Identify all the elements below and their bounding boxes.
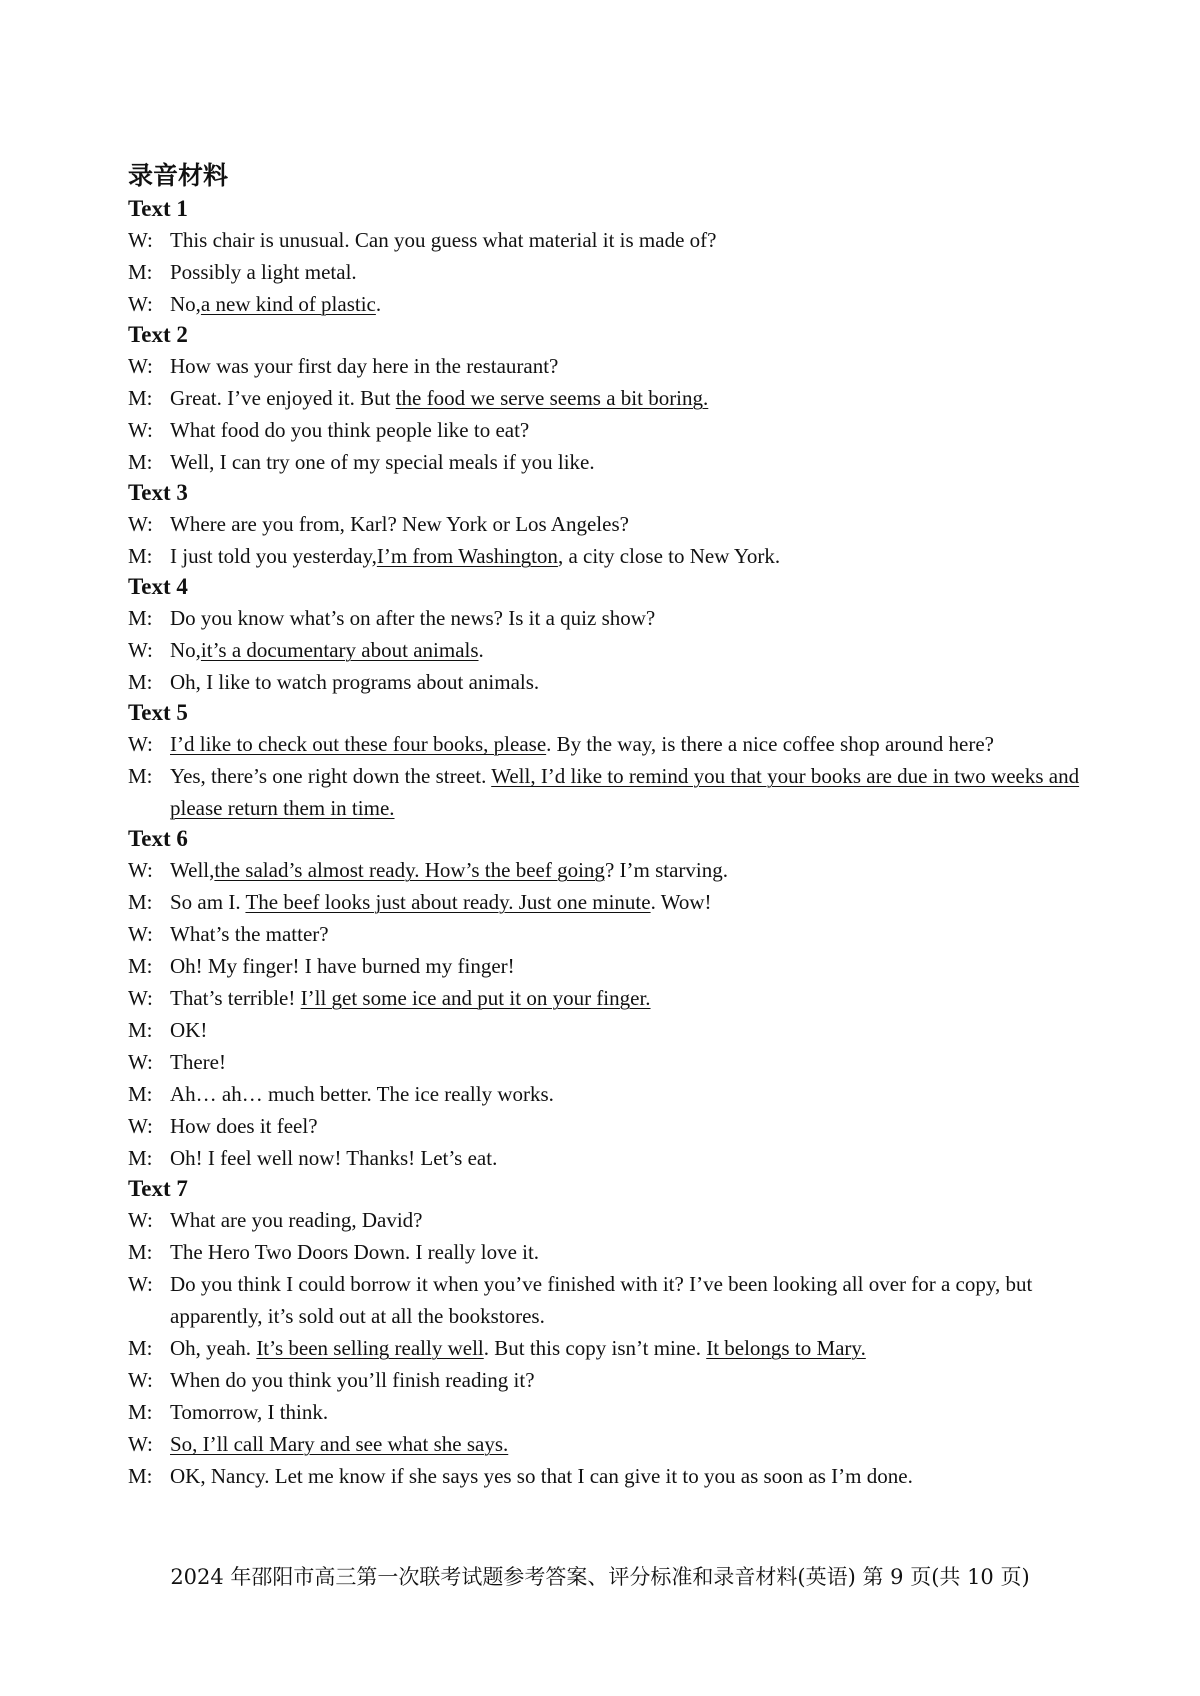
speaker-label: W: [128, 512, 153, 536]
speaker-label: W: [128, 292, 153, 316]
dialogue-text: Oh! My finger! I have burned my finger! [170, 954, 515, 978]
speaker-label: W: [128, 1114, 153, 1138]
dialogue-text: No, [170, 638, 201, 662]
dialogue-line [128, 1142, 1082, 1174]
speaker-label: W: [128, 922, 153, 946]
dialogue-text: What’s the matter? [170, 922, 329, 946]
dialogue-text: OK! [170, 1018, 208, 1042]
underlined-answer-text: It’s been selling really well [256, 1336, 484, 1360]
speaker-label: W: [128, 858, 153, 882]
dialogue-text: This chair is unusual. Can you guess what material it is made of? [170, 228, 717, 252]
speaker-label: W: [128, 732, 153, 756]
dialogue-line [128, 1204, 1082, 1236]
dialogue-text: Do you know what’s on after the news? Is it a quiz show? [170, 606, 656, 630]
dialogue-text: ? I’m starving. [604, 858, 728, 882]
text-heading: Text 3 [128, 480, 188, 505]
dialogue-line [128, 540, 1082, 572]
speaker-label: W: [128, 1432, 153, 1456]
page-footer: 2024 年邵阳市高三第一次联考试题参考答案、评分标准和录音材料(英语) 第 9 页(共 10 页) [170, 1565, 1030, 1589]
dialogue-text: So am I. [170, 890, 246, 914]
dialogue-text: Great. I’ve enjoyed it. But [170, 386, 396, 410]
dialogue-text: Do you think I could borrow it when you’ve finished with it? I’ve been looking all over for a copy, but apparently, it’s sold out at all the bookstores. [170, 1272, 1033, 1328]
dialogue-text: Oh, I like to watch programs about animals. [170, 670, 540, 694]
speaker-label: M: [128, 1464, 153, 1488]
speaker-label: M: [128, 1336, 153, 1360]
dialogue-text: How does it feel? [170, 1114, 318, 1138]
dialogue-text: Possibly a light metal. [170, 260, 357, 284]
dialogue-line [128, 666, 1082, 698]
section-title: 录音材料 [128, 161, 229, 190]
dialogue-line [128, 382, 1082, 414]
underlined-answer-text: the food we serve seems a bit boring. [395, 386, 709, 410]
dialogue-line [128, 1364, 1082, 1396]
speaker-label: W: [128, 228, 153, 252]
speaker-label: W: [128, 1272, 153, 1296]
dialogue-text: Well, [170, 858, 215, 882]
text-heading: Text 4 [128, 574, 188, 599]
underlined-answer-text: I’m from Washington [376, 544, 558, 568]
dialogue-line [128, 950, 1082, 982]
underlined-answer-text: The beef looks just about ready. Just one minute [245, 890, 651, 914]
dialogue-text: Yes, there’s one right down the street. [170, 764, 492, 788]
underlined-answer-text: I’ll get some ice and put it on your finger. [300, 986, 651, 1010]
dialogue-text: No, [170, 292, 201, 316]
speaker-label: M: [128, 260, 153, 284]
dialogue-text: Where are you from, Karl? New York or Los Angeles? [170, 512, 629, 536]
dialogue-text: Ah… ah… much better. The ice really works. [170, 1082, 554, 1106]
speaker-label: M: [128, 1082, 153, 1106]
dialogue-text: When do you think you’ll finish reading it? [170, 1368, 535, 1392]
underlined-answer-text: I’d like to check out these four books, please [170, 732, 547, 756]
dialogue-line [128, 256, 1082, 288]
dialogue-line [128, 602, 1082, 634]
dialogue-text: That’s terrible! [170, 986, 301, 1010]
dialogue-line [128, 508, 1082, 540]
dialogue-text: The Hero Two Doors Down. I really love it. [170, 1240, 540, 1264]
text-heading: Text 2 [128, 322, 188, 347]
speaker-label: W: [128, 1368, 153, 1392]
dialogue-text: I just told you yesterday, [170, 544, 377, 568]
speaker-label: M: [128, 606, 153, 630]
dialogue-line [128, 728, 1082, 760]
dialogue-line [128, 350, 1082, 382]
dialogue-line [128, 1236, 1082, 1268]
text-heading: Text 7 [128, 1176, 188, 1201]
transcript-page [128, 158, 1082, 1492]
speaker-label: W: [128, 1050, 153, 1074]
transcript-list [128, 194, 1082, 1492]
speaker-label: W: [128, 354, 153, 378]
underlined-answer-text: It belongs to Mary. [706, 1336, 866, 1360]
speaker-label: M: [128, 386, 153, 410]
text-heading: Text 5 [128, 700, 188, 725]
speaker-label: M: [128, 954, 153, 978]
dialogue-text: What food do you think people like to eat? [170, 418, 530, 442]
speaker-label: M: [128, 890, 153, 914]
underlined-answer-text: Well, I’d like to remind you that your books are due in two weeks and please return them in time. [170, 764, 1080, 820]
dialogue-line [128, 918, 1082, 950]
dialogue-text: Well, I can try one of my special meals if you like. [170, 450, 595, 474]
dialogue-text: . By the way, is there a nice coffee shop around here? [546, 732, 994, 756]
dialogue-text: OK, Nancy. Let me know if she says yes so that I can give it to you as soon as I’m done. [170, 1464, 913, 1488]
dialogue-line [128, 288, 1082, 320]
dialogue-line [128, 1046, 1082, 1078]
speaker-label: M: [128, 544, 153, 568]
dialogue-text: . [375, 292, 382, 316]
speaker-label: W: [128, 986, 153, 1010]
speaker-label: M: [128, 764, 153, 788]
dialogue-text: Tomorrow, I think. [170, 1400, 329, 1424]
underlined-answer-text: it’s a documentary about animals [200, 638, 479, 662]
speaker-label: M: [128, 1400, 153, 1424]
dialogue-line [128, 1332, 1082, 1364]
dialogue-line [128, 760, 1082, 824]
underlined-answer-text: So, I’ll call Mary and see what she says. [170, 1432, 509, 1456]
dialogue-text: . [478, 638, 484, 662]
dialogue-line [128, 886, 1082, 918]
dialogue-line [128, 1428, 1082, 1460]
dialogue-line [128, 1078, 1082, 1110]
dialogue-text: Oh! I feel well now! Thanks! Let’s eat. [170, 1146, 498, 1170]
speaker-label: M: [128, 1018, 153, 1042]
underlined-answer-text: a new kind of plastic [200, 292, 376, 316]
speaker-label: M: [128, 670, 153, 694]
dialogue-line [128, 634, 1082, 666]
dialogue-line [128, 854, 1082, 886]
speaker-label: W: [128, 1208, 153, 1232]
dialogue-line [128, 224, 1082, 256]
dialogue-line [128, 1268, 1082, 1332]
speaker-label: W: [128, 638, 153, 662]
dialogue-line [128, 446, 1082, 478]
text-heading: Text 1 [128, 196, 188, 221]
dialogue-line [128, 1014, 1082, 1046]
dialogue-text: . Wow! [650, 890, 712, 914]
dialogue-text: What are you reading, David? [170, 1208, 423, 1232]
speaker-label: W: [128, 418, 153, 442]
speaker-label: M: [128, 450, 153, 474]
speaker-label: M: [128, 1240, 153, 1264]
dialogue-line [128, 1460, 1082, 1492]
text-heading: Text 6 [128, 826, 188, 851]
speaker-label: M: [128, 1146, 153, 1170]
dialogue-line [128, 1110, 1082, 1142]
dialogue-line [128, 1396, 1082, 1428]
underlined-answer-text: the salad’s almost ready. How’s the beef going [214, 858, 605, 882]
dialogue-text: . But this copy isn’t mine. [483, 1336, 707, 1360]
dialogue-line [128, 414, 1082, 446]
dialogue-line [128, 982, 1082, 1014]
dialogue-text: How was your first day here in the restaurant? [170, 354, 559, 378]
dialogue-text: , a city close to New York. [557, 544, 781, 568]
dialogue-text: Oh, yeah. [170, 1336, 257, 1360]
dialogue-text: There! [170, 1050, 226, 1074]
